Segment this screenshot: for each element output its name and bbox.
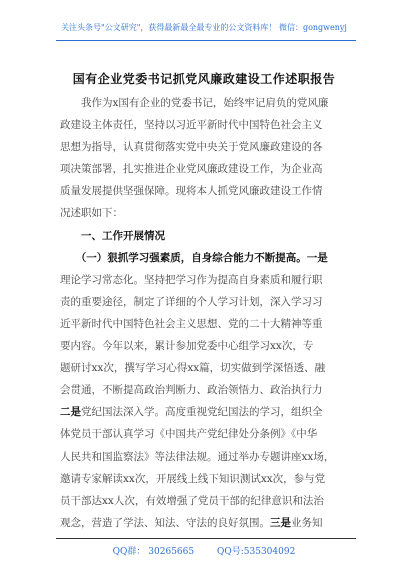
paragraph-line: 近平新时代中国特色社会主义思想、党的二十大精神等重 xyxy=(60,317,323,330)
paragraph-line: 思想为指导，认真贯彻落实党中央关于党风廉政建设的各 xyxy=(60,141,323,154)
header-divider xyxy=(56,40,356,41)
paragraph-line xyxy=(60,401,352,423)
paragraph-line: 况述职如下： xyxy=(60,207,123,220)
paragraph-line: 质量发展提供坚强保障。现将本人抓党风廉政建设工作情 xyxy=(60,185,323,198)
paragraph-line: 邀请专家解读xx次，开展线上线下知识测试xx次，参与党 xyxy=(60,472,326,485)
paragraph-line: 人民共和国监察法》等法律法规。通过举办专题讲座xx场， xyxy=(60,450,335,463)
point-text: 观念，营造了学法、知法、守法的良好氛围。 xyxy=(60,516,270,529)
footer-divider xyxy=(56,538,356,539)
paragraph-line: 要内容。今年以来，累计参加党委中心组学习xx次，专 xyxy=(60,340,314,353)
point-lead: 二是 xyxy=(60,406,81,419)
paragraph-line: 体党员干部认真学习《中国共产党纪律处分条例》《中华 xyxy=(60,428,318,441)
footer-qq-number: QQ号:535304092 xyxy=(216,547,296,557)
paragraph-line: 项决策部署，扎实推进企业党风廉政建设工作，为企业高 xyxy=(60,163,323,176)
paragraph-line: 员干部达xx人次，有效增强了党员干部的纪律意识和法治 xyxy=(60,494,324,507)
paragraph-line: 会贯通，不断提高政治判断力、政治领悟力、政治执行力 xyxy=(60,384,323,397)
footer-note xyxy=(0,544,408,557)
paragraph-line: 题研讨xx次，撰写学习心得xx篇，切实做到学深悟透、融 xyxy=(60,362,326,375)
header-note: 关注头条号"公文研究"，获得最新最全最专业的公文资料库！ 微信：gongwenyj xyxy=(61,23,347,32)
point-text: 业务知 xyxy=(291,516,323,529)
paragraph-line: 责的重要途径，制定了详细的个人学习计划，深入学习习 xyxy=(60,295,323,308)
paragraph-line: 我作为x国有企业的党委书记，始终牢记肩负的党风廉 xyxy=(60,97,329,109)
paragraph-line: 理论学习常态化。坚持把学习作为提高自身素质和履行职 xyxy=(60,273,323,286)
footer-qq-group: QQ群： 30265665 xyxy=(112,547,195,557)
document-body xyxy=(60,92,352,534)
paragraph-line xyxy=(60,512,352,534)
point-text: 党纪国法深入学。高度重视党纪国法的学习，组织全 xyxy=(81,406,323,419)
subsection-heading: （一）狠抓学习强素质，自身综合能力不断提高。一是 xyxy=(60,251,328,264)
document-title: 国有企业党委书记抓党风廉政建设工作述职报告 xyxy=(72,72,336,86)
point-lead: 三是 xyxy=(270,516,291,529)
section-heading: 一、工作开展情况 xyxy=(60,229,165,242)
paragraph-line: 政建设主体责任，坚持以习近平新时代中国特色社会主义 xyxy=(60,119,323,132)
